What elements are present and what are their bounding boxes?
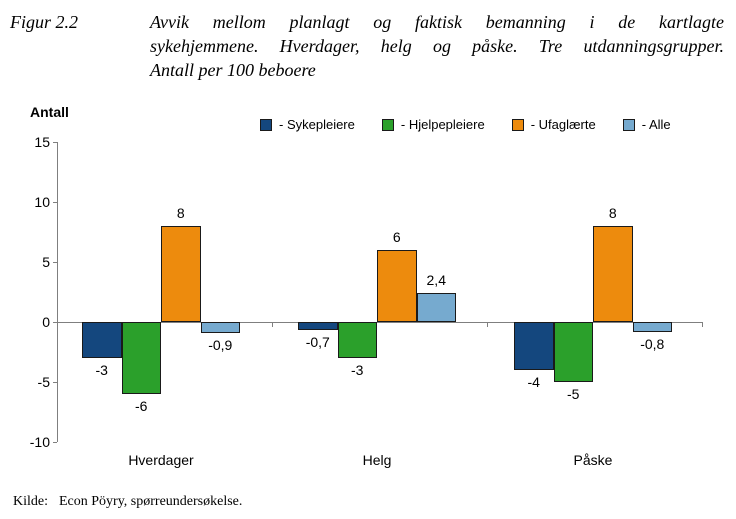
x-axis-tick bbox=[702, 322, 703, 327]
source-line bbox=[13, 494, 242, 510]
legend-swatch-alle bbox=[623, 119, 635, 131]
y-axis-tick-label: 15 bbox=[34, 134, 50, 150]
bar-ufagl-rte-helg bbox=[377, 250, 417, 322]
category-label-hverdager: Hverdager bbox=[128, 452, 194, 468]
y-axis-tick bbox=[53, 382, 57, 383]
bar-alle-helg bbox=[417, 293, 457, 322]
chart-legend bbox=[260, 117, 671, 132]
category-label-p-ske: Påske bbox=[573, 452, 613, 468]
bar-hjelpepleiere-p-ske bbox=[554, 322, 594, 382]
bar-ufagl-rte-p-ske bbox=[593, 226, 633, 322]
y-axis-tick bbox=[53, 142, 57, 143]
bar-value-sykepleiere-hverdager: -3 bbox=[95, 362, 108, 378]
y-axis-tick bbox=[53, 442, 57, 443]
legend-label-sykepleiere: - Sykepleiere bbox=[279, 117, 355, 132]
figure-caption-line-1: Avvik mellom planlagt og faktisk bemanning i de kartlagte bbox=[150, 12, 724, 32]
figure-caption-line-3: Antall per 100 beboere bbox=[150, 60, 316, 80]
bar-value-sykepleiere-helg: -0,7 bbox=[305, 334, 330, 351]
x-axis-tick bbox=[272, 322, 273, 327]
legend-label-alle: - Alle bbox=[641, 117, 671, 132]
bar-ufagl-rte-hverdager bbox=[161, 226, 201, 322]
figure-caption bbox=[150, 10, 724, 82]
bar-value-ufagl-rte-p-ske: 8 bbox=[608, 205, 617, 221]
bar-value-hjelpepleiere-helg: -3 bbox=[351, 362, 364, 378]
y-axis-tick-label: 5 bbox=[42, 254, 50, 270]
bar-value-alle-helg: 2,4 bbox=[426, 272, 446, 289]
y-axis-tick-label: 10 bbox=[34, 194, 50, 210]
legend-item-alle bbox=[623, 117, 671, 132]
y-axis-tick-label: 0 bbox=[42, 314, 50, 330]
legend-item-sykepleiere bbox=[260, 117, 355, 132]
bar-hjelpepleiere-hverdager bbox=[122, 322, 162, 394]
bar-hjelpepleiere-helg bbox=[338, 322, 378, 358]
legend-swatch-sykepleiere bbox=[260, 119, 272, 131]
bar-value-hjelpepleiere-p-ske: -5 bbox=[567, 386, 580, 402]
y-axis-line bbox=[57, 142, 58, 442]
bar-sykepleiere-p-ske bbox=[514, 322, 554, 370]
y-axis-tick bbox=[53, 202, 57, 203]
source-text: Econ Pöyry, spørreundersøkelse. bbox=[59, 494, 243, 509]
figure-caption-line-2: sykehjemmene. Hverdager, helg og påske. Tre utdanningsgrupper. bbox=[150, 36, 724, 56]
bar-value-alle-hverdager: -0,9 bbox=[208, 336, 233, 353]
y-axis-tick-label: -5 bbox=[37, 374, 50, 390]
legend-label-ufagl-rte: - Ufaglærte bbox=[530, 117, 596, 132]
category-label-helg: Helg bbox=[362, 452, 392, 468]
bar-sykepleiere-hverdager bbox=[82, 322, 122, 358]
x-axis-tick bbox=[487, 322, 488, 327]
bar-value-hjelpepleiere-hverdager: -6 bbox=[135, 398, 148, 414]
source-prefix: Kilde: bbox=[13, 494, 48, 509]
legend-swatch-ufagl-rte bbox=[512, 119, 524, 131]
bar-value-alle-p-ske: -0,8 bbox=[640, 335, 665, 352]
bar-value-sykepleiere-p-ske: -4 bbox=[527, 374, 540, 390]
y-axis-title: Antall bbox=[30, 104, 69, 120]
bar-alle-hverdager bbox=[201, 322, 241, 333]
bar-sykepleiere-helg bbox=[298, 322, 338, 330]
y-axis-tick-label: -10 bbox=[29, 434, 50, 450]
legend-item-hjelpepleiere bbox=[382, 117, 485, 132]
bar-alle-p-ske bbox=[633, 322, 673, 332]
bar-chart bbox=[0, 100, 736, 480]
y-axis-tick bbox=[53, 262, 57, 263]
legend-label-hjelpepleiere: - Hjelpepleiere bbox=[400, 117, 485, 132]
legend-swatch-hjelpepleiere bbox=[382, 119, 394, 131]
bar-value-ufagl-rte-helg: 6 bbox=[392, 229, 401, 245]
bar-value-ufagl-rte-hverdager: 8 bbox=[176, 205, 185, 221]
figure-number: Figur 2.2 bbox=[10, 12, 79, 32]
legend-item-ufagl-rte bbox=[512, 117, 596, 132]
